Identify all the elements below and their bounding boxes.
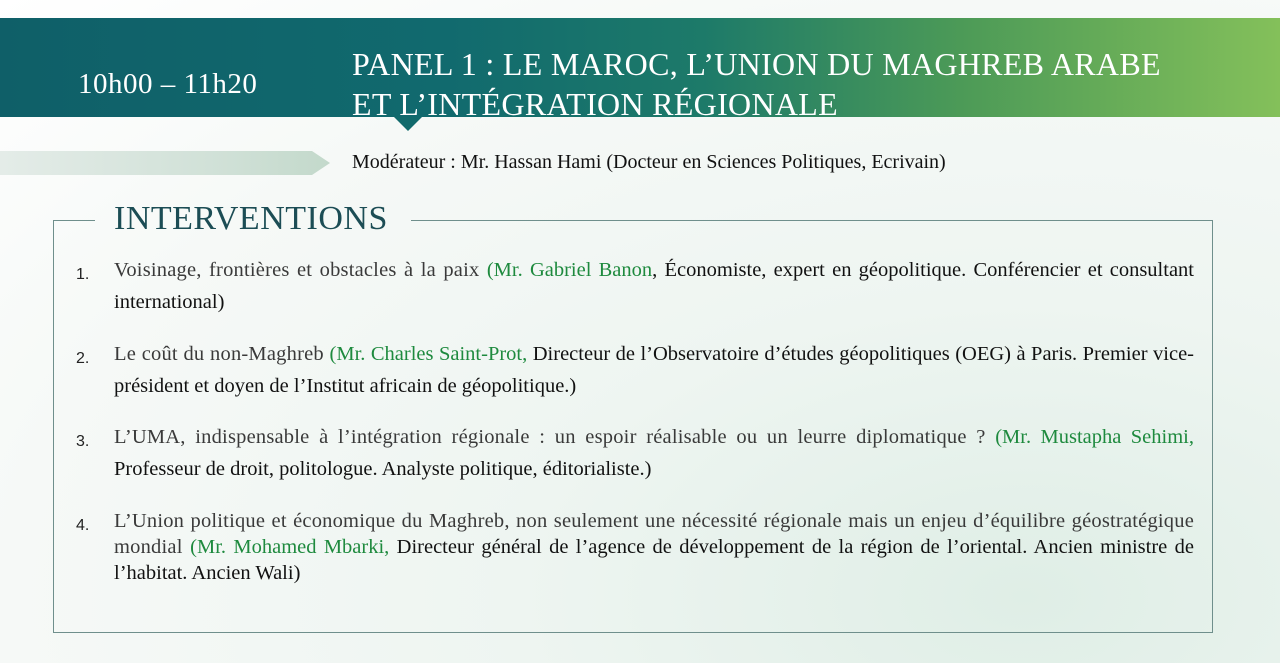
item-description: Directeur général de l’agence de développement de la région de l’oriental. Ancien ministre de l’habitat. Ancien Wali) — [114, 536, 1194, 584]
item-description: Directeur de l’Observatoire d’études géopolitiques (OEG) à Paris. Premier vice-président et doyen de l’Institut africain de géopolitique.) — [114, 343, 1194, 397]
item-speaker: (Mr. Charles Saint-Prot, — [329, 343, 528, 365]
item-description: Professeur de droit, politologue. Analyste politique, éditorialiste.) — [114, 458, 652, 480]
panel-title — [352, 44, 1252, 124]
item-topic: L’UMA, indispensable à l’intégration régionale : un espoir réalisable ou un leurre diplomatique ? — [114, 426, 996, 448]
item-topic: Le coût du non-Maghreb — [114, 343, 330, 365]
session-time: 10h00 – 11h20 — [78, 68, 258, 100]
item-description: , Économiste, expert en géopolitique. Conférencier et consultant international) — [114, 259, 1194, 313]
panel-title-line1: PANEL 1 : LE MAROC, L’UNION DU MAGHREB ARABE — [352, 46, 1161, 82]
item-topic: L’Union politique et économique du Maghreb, non seulement une nécessité régionale mais un enjeu d’équilibre géostratégique mondial — [114, 510, 1194, 558]
header-banner — [0, 18, 1280, 122]
section-title: INTERVENTIONS — [114, 200, 388, 237]
moderator-ribbon — [0, 151, 330, 175]
panel-title-line2: ET L’INTÉGRATION RÉGIONALE — [352, 86, 838, 122]
list-item — [76, 421, 1194, 485]
header-pointer-arrow — [394, 117, 422, 131]
item-speaker: (Mr. Mohamed Mbarki, — [190, 536, 390, 558]
item-speaker: (Mr. Mustapha Sehimi, — [995, 426, 1194, 448]
item-topic: Voisinage, frontières et obstacles à la paix — [114, 259, 487, 281]
moderator-line: Modérateur : Mr. Hassan Hami (Docteur en Sciences Politiques, Ecrivain) — [352, 151, 946, 173]
item-number: 2. — [76, 350, 90, 367]
list-item — [76, 508, 1194, 586]
item-number: 1. — [76, 266, 90, 283]
item-number: 3. — [76, 433, 90, 450]
item-number: 4. — [76, 517, 90, 534]
list-item — [76, 338, 1194, 402]
list-item — [76, 254, 1194, 318]
item-speaker: (Mr. Gabriel Banon — [486, 259, 653, 281]
